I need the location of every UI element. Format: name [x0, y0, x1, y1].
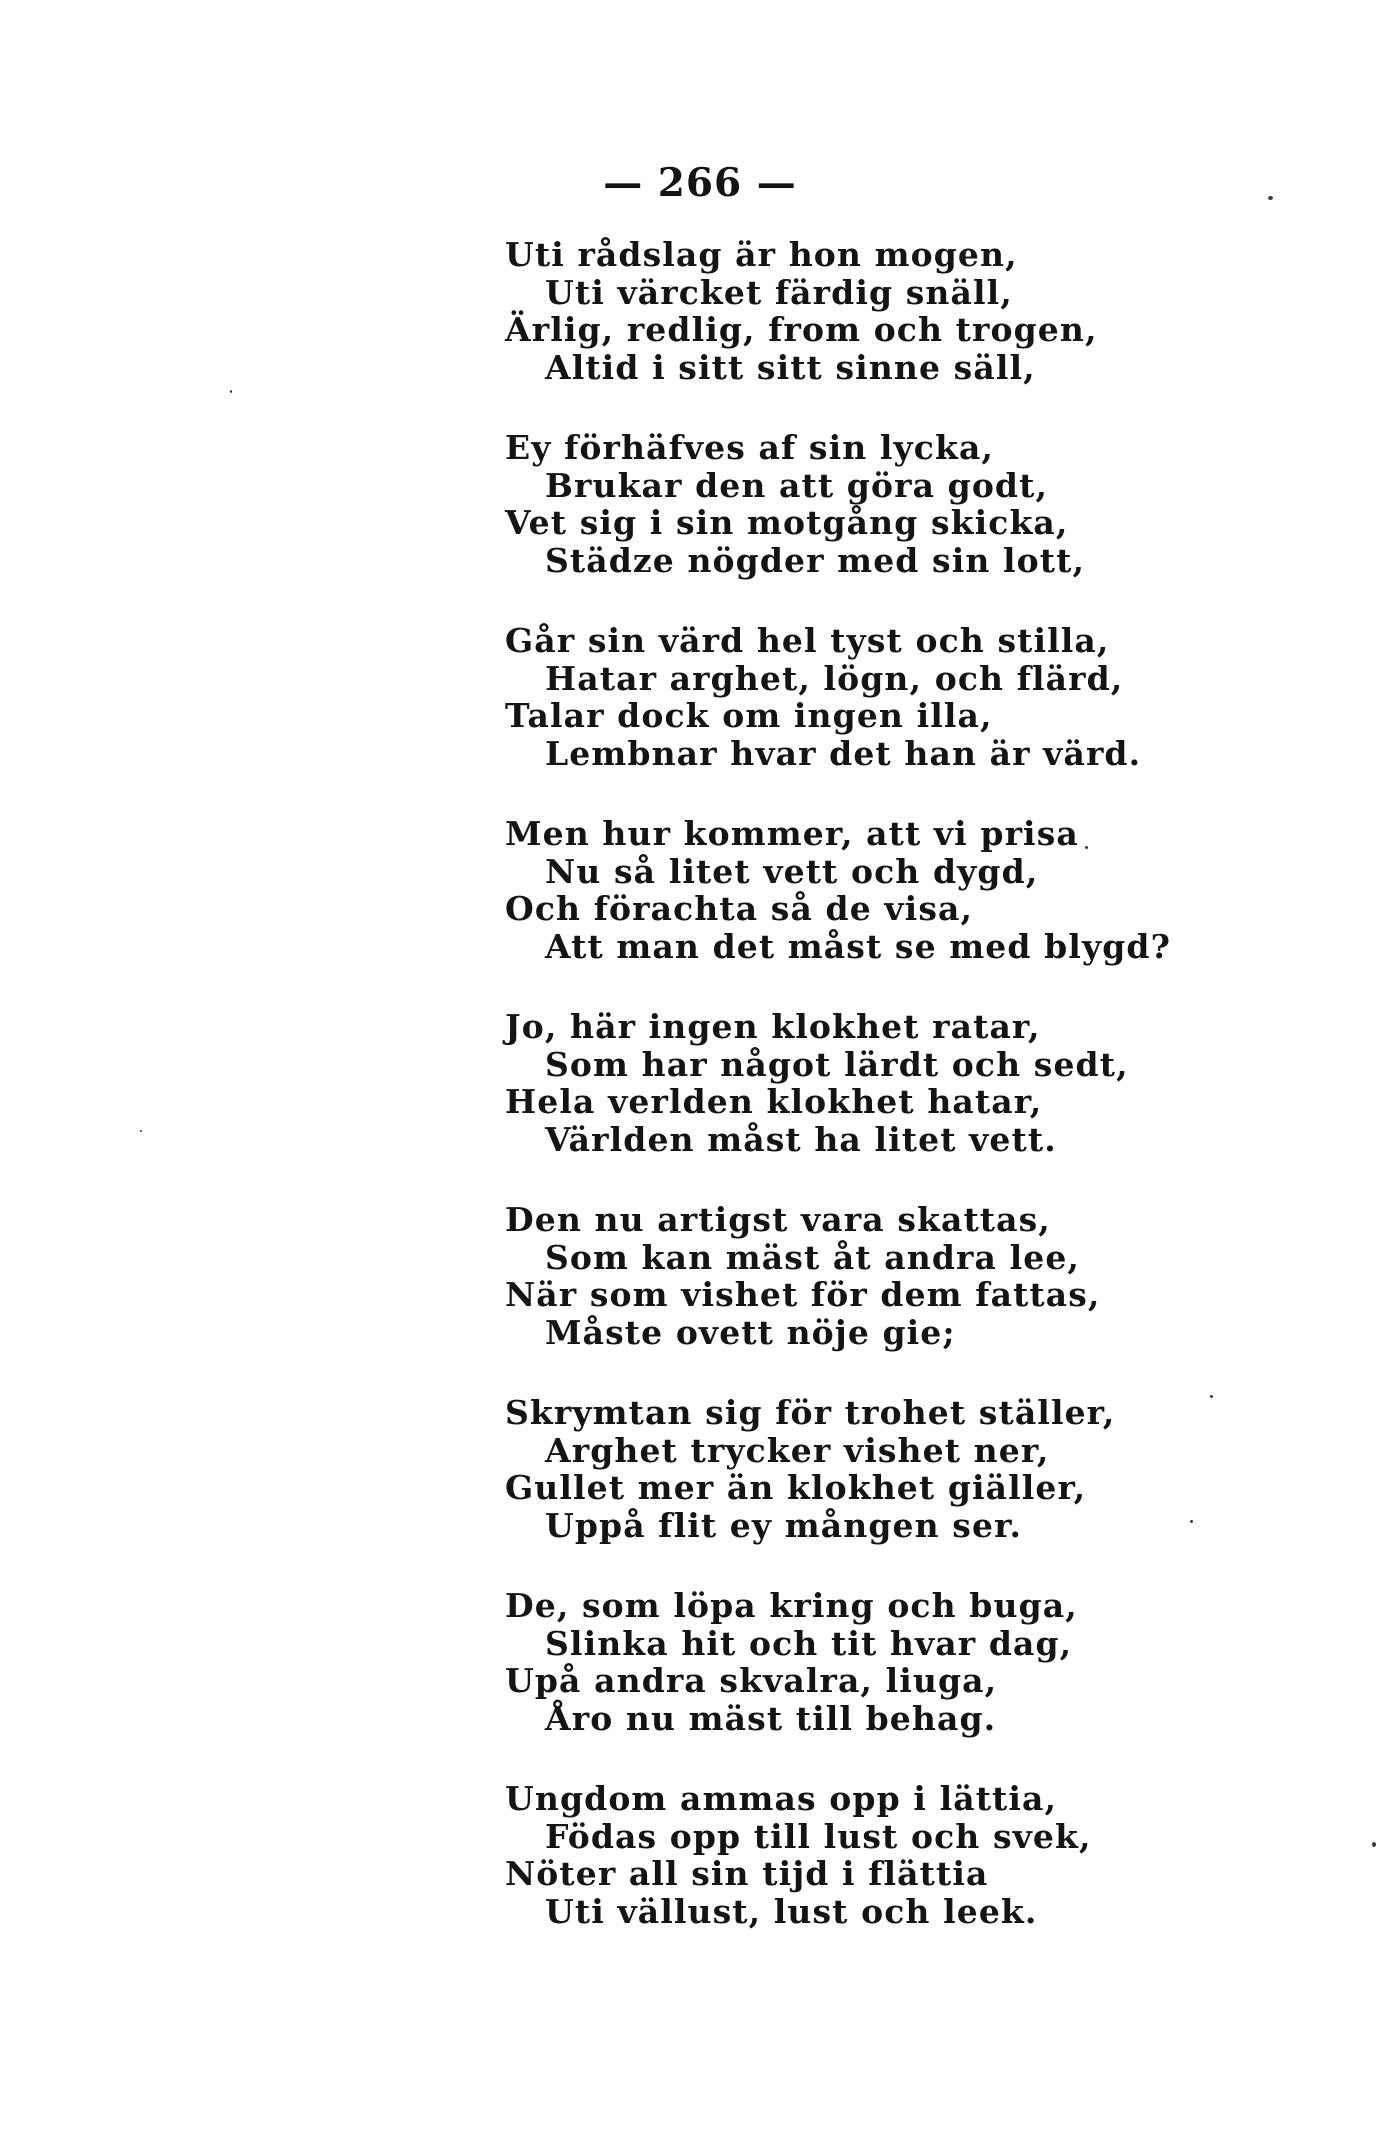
poem-line: Talar dock om ingen illa,	[505, 696, 993, 735]
poem-line: Som har något lärdt och sedt,	[545, 1044, 1129, 1084]
scan-speck	[140, 1130, 142, 1132]
poem-line: Slinka hit och tit hvar dag,	[545, 1623, 1073, 1663]
stanza-8	[505, 1587, 1385, 1737]
poem-line: De, som löpa kring och buga,	[505, 1586, 1078, 1625]
poem-line: Lembnar hvar det han är värd.	[545, 733, 1142, 773]
stanza-9	[505, 1780, 1385, 1930]
scan-speck	[230, 390, 232, 393]
poem-line: Födas opp till lust och svek,	[545, 1816, 1092, 1856]
stanza-2	[505, 429, 1385, 579]
poem-line: Världen måst ha litet vett.	[545, 1119, 1057, 1159]
poem-line: Uti vällust, lust och leek.	[545, 1891, 1038, 1931]
poem-line: Och förachta så de visa,	[505, 889, 974, 928]
poem-line: Nöter all sin tijd i flättia	[505, 1854, 989, 1893]
poem-line: Men hur kommer, att vi prisa	[505, 814, 1079, 853]
scan-speck	[1190, 1520, 1193, 1523]
poem-line: Ey förhäfves af sin lycka,	[505, 428, 995, 467]
stanza-4	[505, 815, 1385, 965]
poem-line: Upå andra skvalra, liuga,	[505, 1661, 998, 1700]
stanza-5	[505, 1008, 1385, 1158]
poem-line: Brukar den att göra godt,	[545, 465, 1049, 505]
poem-line: Att man det måst se med blygd?	[545, 926, 1172, 966]
poem-line: Uti rådslag är hon mogen,	[505, 235, 1018, 274]
stanza-3	[505, 622, 1385, 772]
poem-line: Ungdom ammas opp i lättia,	[505, 1779, 1058, 1818]
poem-line: Altid i sitt sitt sinne säll,	[545, 347, 1036, 387]
stanza-1	[505, 236, 1385, 386]
stanza-6	[505, 1201, 1385, 1351]
scan-speck	[1085, 846, 1088, 849]
poem-line: Jo, här ingen klokhet ratar,	[505, 1007, 1041, 1046]
poem-line: Som kan mäst åt andra lee,	[545, 1237, 1081, 1277]
scan-speck	[1372, 1842, 1376, 1847]
stanza-7	[505, 1394, 1385, 1544]
poem	[505, 236, 1385, 1973]
poem-line: Måste ovett nöje gie;	[545, 1312, 956, 1352]
poem-line: Uppå flit ey mången ser.	[545, 1505, 1023, 1545]
poem-line: Åro nu mäst till behag.	[545, 1698, 997, 1738]
scan-speck	[1268, 196, 1273, 200]
poem-line: Städze nögder med sin lott,	[545, 540, 1086, 580]
poem-line: Ärlig, redlig, from och trogen,	[505, 310, 1098, 349]
poem-line: Går sin värd hel tyst och stilla,	[505, 621, 1110, 660]
poem-line: Arghet trycker vishet ner,	[545, 1430, 1050, 1470]
poem-line: Gullet mer än klokhet giäller,	[505, 1468, 1087, 1507]
poem-line: Hatar arghet, lögn, och flärd,	[545, 658, 1124, 698]
poem-line: Hela verlden klokhet hatar,	[505, 1082, 1043, 1121]
poem-line: Skrymtan sig för trohet ställer,	[505, 1393, 1116, 1432]
page-number: — 266 —	[603, 160, 797, 206]
scan-speck	[1210, 1395, 1213, 1398]
poem-line: Vet sig i sin motgång skicka,	[505, 503, 1069, 542]
poem-line: Uti värcket färdig snäll,	[545, 272, 1013, 312]
poem-line: Nu så litet vett och dygd,	[545, 851, 1039, 891]
poem-line: När som vishet för dem fattas,	[505, 1275, 1101, 1314]
poem-line: Den nu artigst vara skattas,	[505, 1200, 1051, 1239]
